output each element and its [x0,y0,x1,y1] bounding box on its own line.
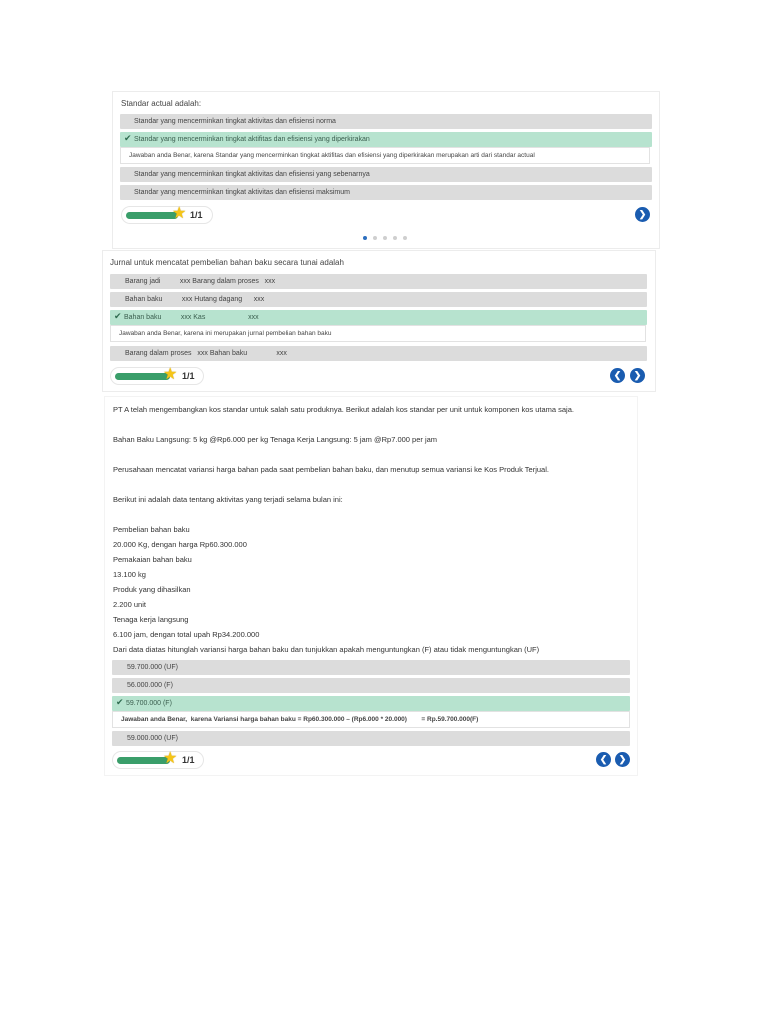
data-label: Pemakaian bahan baku [113,555,192,564]
answer-feedback [110,325,646,342]
option-label: Standar yang mencerminkan tingkat aktivitas dan efisiensi maksimum [134,189,350,196]
answer-option-4[interactable] [120,185,652,200]
answer-option-3-correct[interactable] [112,696,630,711]
prev-button[interactable] [610,368,625,383]
option-label: Bahan baku xxx Hutang dagang xxx [125,296,265,303]
answer-option-3[interactable] [120,167,652,182]
option-label: Barang jadi xxx Barang dalam proses xxx [125,278,276,285]
feedback-text: Jawaban anda Benar, karena Variansi harga bahan baku = Rp60.300.000 – (Rp6.000 * 20.000) = Rp.59.700.000(F) [121,716,479,723]
page-dot-active[interactable] [363,236,367,240]
answer-option-2[interactable] [110,292,647,307]
star-icon: ★ [172,205,187,222]
next-button[interactable] [615,752,630,767]
problem-intro: PT A telah mengembangkan kos standar untuk salah satu produknya. Berikut adalah kos standar per unit untuk komponen kos utama saja. [113,405,574,414]
data-label: Tenaga kerja langsung [113,615,189,624]
answer-option-1[interactable] [110,274,647,289]
answer-feedback [112,711,630,728]
progress-count: 1/1 [190,210,203,220]
progress-count: 1/1 [182,755,195,765]
problem-standard-cost: Bahan Baku Langsung: 5 kg @Rp6.000 per kg Tenaga Kerja Langsung: 5 jam @Rp7.000 per jam [113,435,438,444]
question-text: Dari data diatas hitunglah variansi harga bahan baku dan tunjukkan apakah menguntungkan (F) atau tidak menguntungkan (UF) [113,645,540,654]
check-icon: ✔ [124,133,132,143]
check-icon: ✔ [114,311,122,321]
data-value: 6.100 jam, dengan total upah Rp34.200.000 [113,630,260,639]
data-value: 2.200 unit [113,600,146,609]
check-icon: ✔ [116,697,124,707]
answer-option-2[interactable] [112,678,630,693]
page-dot[interactable] [383,236,387,240]
chevron-left-icon: ❮ [599,754,608,764]
answer-option-4[interactable] [112,731,630,746]
answer-option-4[interactable] [110,346,647,361]
quiz-card-3 [104,396,638,776]
option-label: Bahan baku xxx Kas xxx [124,314,259,321]
option-label: 56.000.000 (F) [127,682,173,689]
star-icon: ★ [163,750,178,767]
chevron-right-icon: ❯ [618,754,627,764]
question-text: Standar actual adalah: [121,99,202,108]
progress-fill [126,212,178,219]
progress-count: 1/1 [182,371,195,381]
score-progress [110,367,204,385]
chevron-right-icon: ❯ [633,370,642,380]
page-dot[interactable] [403,236,407,240]
chevron-left-icon: ❮ [613,370,622,380]
page-dot[interactable] [373,236,377,240]
problem-policy: Perusahaan mencatat variansi harga bahan pada saat pembelian bahan baku, dan menutup semua variansi ke Kos Produk Terjual. [113,465,549,474]
option-label: 59.700.000 (F) [126,700,172,707]
star-icon: ★ [163,366,178,383]
score-progress [112,751,204,769]
score-progress [121,206,213,224]
problem-activity-intro: Berikut ini adalah data tentang aktivitas yang terjadi selama bulan ini: [113,495,343,504]
next-button[interactable] [635,207,650,222]
data-label: Produk yang dihasilkan [113,585,191,594]
progress-fill [115,373,170,380]
pagination-dots [363,236,407,240]
answer-option-1[interactable] [120,114,652,129]
data-label: Pembelian bahan baku [113,525,190,534]
option-label: 59.700.000 (UF) [127,664,178,671]
option-label: 59.000.000 (UF) [127,735,178,742]
option-label: Barang dalam proses xxx Bahan baku xxx [125,350,287,357]
data-value: 13.100 kg [113,570,146,579]
feedback-text: Jawaban anda Benar, karena Standar yang mencerminkan tingkat aktifitas dan efisiensi yang diperkirakan merupakan arti dari standar actual [129,152,535,159]
quiz-card-1 [112,91,660,249]
data-value: 20.000 Kg, dengan harga Rp60.300.000 [113,540,247,549]
question-text: Jurnal untuk mencatat pembelian bahan baku secara tunai adalah [110,258,344,267]
prev-button[interactable] [596,752,611,767]
feedback-text: Jawaban anda Benar, karena ini merupakan jurnal pembelian bahan baku [119,330,332,337]
answer-feedback [120,147,650,164]
next-button[interactable] [630,368,645,383]
answer-option-2-correct[interactable] [120,132,652,147]
option-label: Standar yang mencerminkan tingkat aktivitas dan efisiensi norma [134,118,336,125]
answer-option-3-correct[interactable] [110,310,647,325]
chevron-right-icon: ❯ [638,209,647,219]
option-label: Standar yang mencerminkan tingkat aktivitas dan efisiensi yang sebenarnya [134,171,370,178]
option-label: Standar yang mencerminkan tingkat aktifitas dan efisiensi yang diperkirakan [134,136,370,143]
answer-option-1[interactable] [112,660,630,675]
page-dot[interactable] [393,236,397,240]
quiz-card-2 [102,250,656,392]
